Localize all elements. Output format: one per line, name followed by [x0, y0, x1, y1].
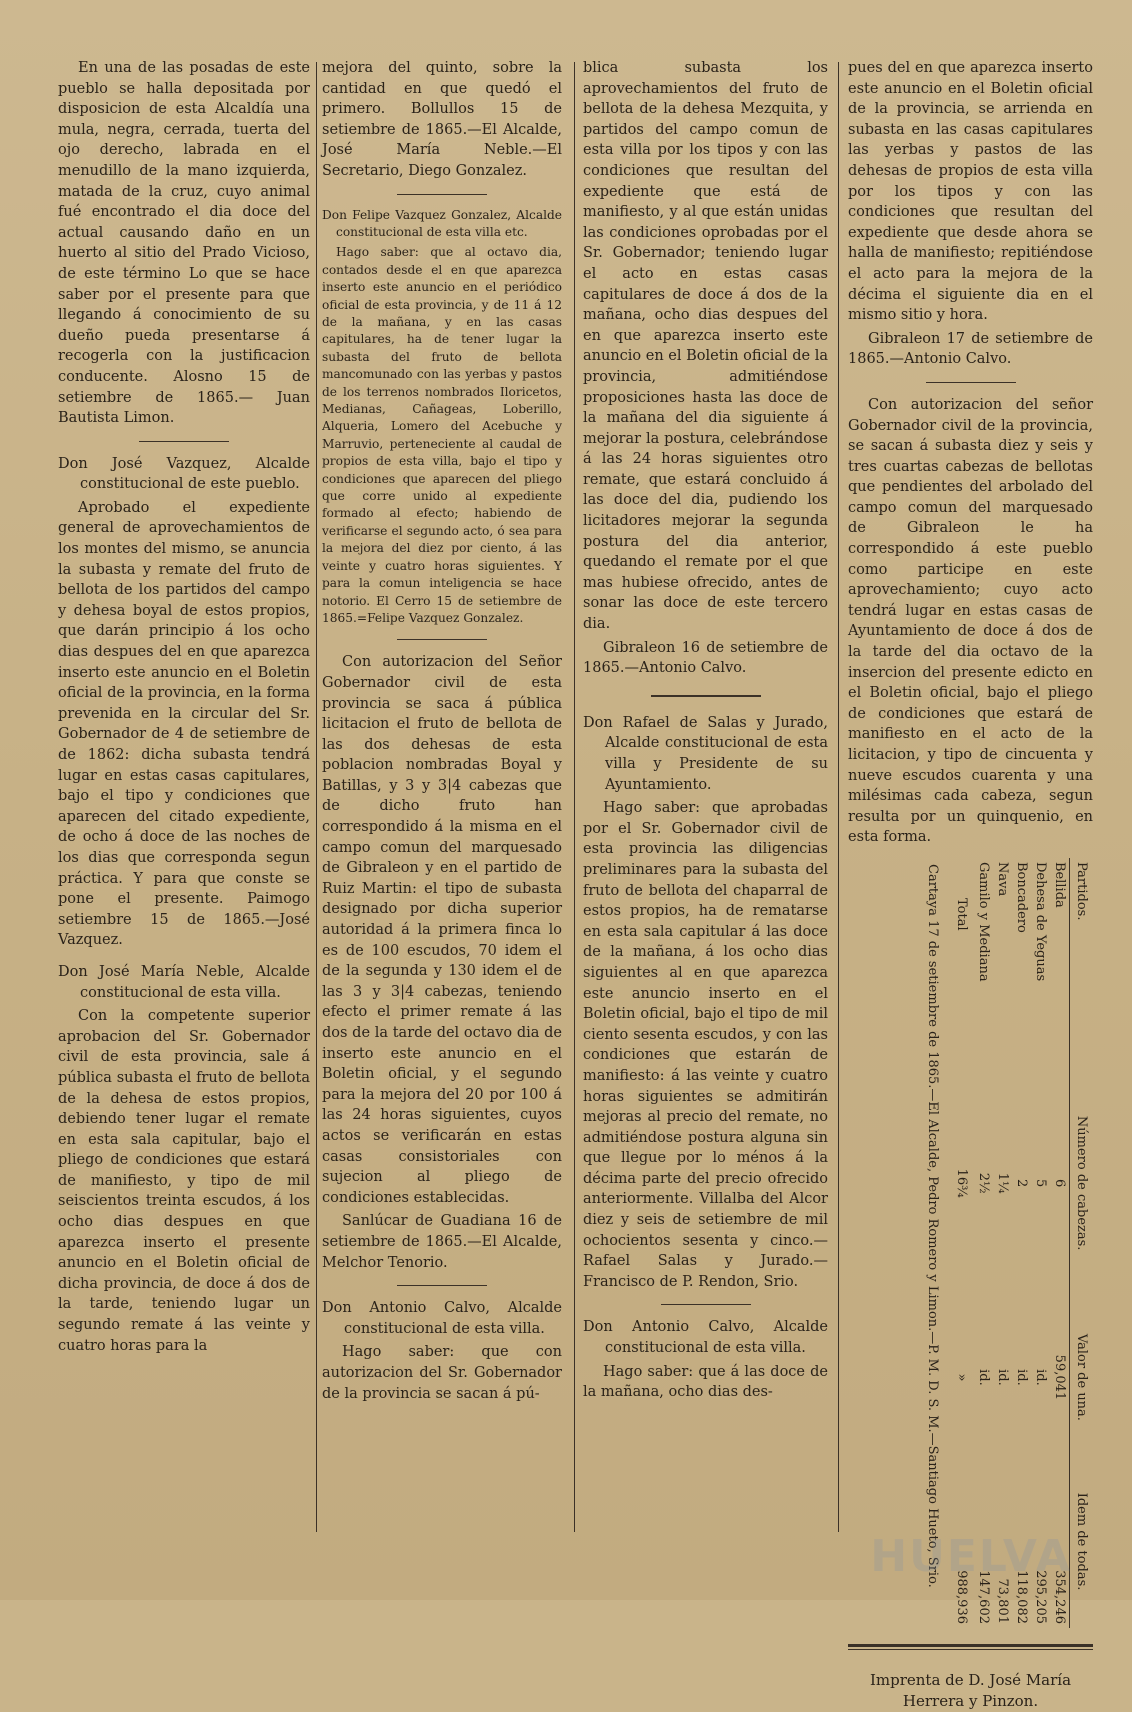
notice-continuation: blica subasta los aprovechamientos del fruto de bellota de la dehesa Mezquita, y partidos del campo comun de esta villa por los tipos y con las condiciones que resultan del expediente que está de manifiesto, y al que están unidas las condiciones oprobadas por el Sr. Gobernador; teniendo lugar el acto en estas casas capitulares de doce á dos de la mañana, ocho dias despues del en que aparezca inserto este anuncio en el Boletin oficial de la provincia, admitiéndose proposiciones hasta las doce de la mañana del dia siguiente á mejorar la postura, celebrándose á las 24 horas siguientes otro remate, que estará concluido á las doce del dia, pudiendo los licitadores mejorar la segunda postura del dia anterior, quedando el remate por el que mas hubiese ofrecido, antes de sonar las doce de este tercero dia.: [583, 60, 828, 633]
rotated-table-wrapper: [848, 858, 1093, 1628]
notice-heading: Don Felipe Vazquez Gonzalez, Alcalde constitucional de esta villa etc.: [322, 207, 562, 239]
separator: [139, 441, 229, 442]
column-rule: [838, 62, 839, 1532]
total-cabezas: 16¾: [954, 1168, 969, 1198]
separator: [651, 695, 761, 697]
notice-heading: Don Rafael de Salas y Jurado, Alcalde constitucional de esta villa y Presidente de su Ayuntamiento.: [583, 714, 828, 793]
cell-todas: 118,082: [1014, 1570, 1029, 1624]
notice-body: Hago saber: que al octavo dia, contados desde el en que aparezca inserto este anuncio en el periódico oficial de esta provincia, y de 11 á 12 de la mañana, y en las casas capitulares, ha de tener lugar la subasta del fruto de bellota mancomunado con las yerbas y pastos de los terrenos nombrados Iloricetos, Medianas, Cañageas, Loberillo, Alqueria, Lomero del Acebuche y Marruvio, perteneciente al caudal de propios de esta villa, bajo el tipo y condiciones que aparecen del pliego que corre unido al expediente formado al efecto; habiendo de verificarse el segundo acto, ó sea para la mejora del diez por ciento, á las veinte y cuatro horas siguientes. Y para la comun inteligencia se hace notorio. El Cerro 15 de setiembre de 1865.=Felipe Vazquez Gonzalez.: [322, 245, 562, 625]
cell-cabezas: 6: [1052, 1178, 1067, 1188]
notice-continuation: mejora del quinto, sobre la cantidad en que quedó el primero. Bollullos 15 de setiembre de 1865.—El Alcalde, José María Neble.—El Secretario, Diego Gonzalez.: [322, 60, 562, 179]
table-total-row: [952, 858, 974, 1628]
table-row: [1012, 858, 1031, 1628]
notice-mula: En una de las posadas de este pueblo se halla depositada por disposicion de esta Alcaldía una mula, negra, cerrada, tuerta del ojo derecho, labrada en el menudillo de la mano izquierda, matada de la cruz, cuyo animal fué encontrado el dia doce del actual causando daño en un huerto al sitio del Prado Vicioso, de este término Lo que se hace saber por el presente para que llegando á conocimiento de su dueño pueda presentarse á recogerla con la justificacion conducente. Alosno 15 de setiembre de 1865.— Juan Bautista Limon.: [58, 60, 310, 427]
table-row: [993, 858, 1012, 1628]
table-row: [974, 858, 993, 1628]
notice-body: Aprobado el expediente general de aprovechamientos de los montes del mismo, se anuncia la subasta y remate del fruto de bellota de los partidos del campo y dehesa boyal de estos propios, que darán principio á los ocho dias despues del en que aparezca inserto este anuncio en el Boletin oficial de la provincia, en la forma prevenida en la circular del Sr. Gobernador de 4 de setiembre de de 1862: dicha subasta tendrá lugar en estas casas capitulares, bajo el tipo y condiciones que aparecen del citado expediente, de ocho á doce de las noches de los dias que corresponda segun práctica. Y para que conste se pone el presente. Paimogo setiembre 15 de 1865.—José Vazquez.: [58, 499, 310, 949]
column-3: [583, 58, 828, 1598]
cell-valor: id.: [1033, 1369, 1048, 1386]
notice-signature: Gibraleon 16 de setiembre de 1865.—Antonio Calvo.: [583, 639, 828, 677]
table-header-row: [1070, 858, 1094, 1628]
notice-heading: Don José María Neble, Alcalde constitucional de esta villa.: [58, 963, 310, 1001]
double-rule: [848, 1644, 1093, 1650]
notice-heading: Don Antonio Calvo, Alcalde constitucional de esta villa.: [322, 1300, 562, 1337]
cell-partido: Gamilo y Mediana: [976, 861, 991, 982]
cell-cabezas: 2½: [976, 1172, 991, 1194]
header-partidos: Partidos.: [1070, 858, 1094, 1067]
bellota-table: [952, 858, 1093, 1628]
cell-todas: 147,602: [976, 1570, 991, 1624]
total-todas: 988,936: [954, 1570, 969, 1624]
notice-signature: Sanlúcar de Guadiana 16 de setiembre de 1865.—El Alcalde, Melchor Tenorio.: [322, 1213, 562, 1271]
notice-continuation: pues del en que aparezca inserto este anuncio en el Boletin oficial de la provincia, se arrienda en subasta en las casas capitulares las yerbas y pastos de las dehesas de propios de esta villa por los tipos y con las condiciones que resultan del expediente que desde ahora se halla de manifiesto; repitiéndose el acto para la mejora de la décima el siguiente dia en el mismo sitio y hora.: [848, 60, 1093, 324]
notice-body: Hago saber: que con autorizacion del Sr. Gobernador de la provincia se sacan á pú-: [322, 1344, 562, 1402]
cell-partido: Boncadero: [1014, 861, 1029, 933]
separator: [661, 1304, 751, 1305]
cell-todas: 295,205: [1033, 1570, 1048, 1624]
cell-cabezas: 1¼: [995, 1172, 1010, 1194]
header-todas: Idem de todas.: [1070, 1455, 1094, 1628]
cell-valor: id.: [995, 1369, 1010, 1386]
notice-heading: Don Antonio Calvo, Alcalde constitucional de esta villa.: [583, 1319, 828, 1357]
notice-body: Con autorizacion del Señor Gobernador civil de esta provincia se saca á pública licitacion el fruto de bellota de las dos dehesas de esta poblacion nombradas Boyal y Batillas, y 3 y 3|4 cabezas que de dicho fruto han correspondido á la misma en el campo comun del marquesado de Gibraleon y en el partido de Ruiz Martin: el tipo de subasta designado por dicha superior autoridad á la primera finca lo es de 100 escudos, 70 idem el de la segunda y 130 idem el de las 3 y 3|4 cabezas, teniendo efecto el primer remate á las dos de la tarde del octavo dia de inserto este anuncio en el Boletin oficial, y el segundo para la mejora del 20 por 100 á las 24 horas siguientes, cuyos actos se verificarán en estas casas consistoriales con sujecion al pliego de condiciones establecidas.: [322, 654, 562, 1206]
small-notice: [322, 207, 562, 628]
column-1: [58, 58, 310, 1598]
notice-body: Hago saber: que aprobadas por el Sr. Gobernador civil de esta provincia las diligencias preliminares para la subasta del fruto de bellota del chaparral de estos propios, ha de rematarse en esta sala capitular á las doce de la mañana, á los ocho dias siguientes al en que aparezca este anuncio inserto en el Boletin oficial, bajo el tipo de mil ciento sesenta escudos, y con las condiciones que estarán de manifiesto: á las veinte y cuatro horas siguientes se admitirán mejoras al precio del remate, no admitiéndose postura alguna sin que llegue por lo ménos á la décima parte del precio ofrecido anteriormente. Villalba del Alcor diez y seis de setiembre de mil ochocientos sesenta y cinco.—Rafael Salas y Jurado.—Francisco de P. Rendon, Srio.: [583, 800, 828, 1290]
cell-todas: 73,801: [995, 1578, 1010, 1624]
separator: [397, 1285, 487, 1286]
cell-partido: Bellida: [1052, 861, 1067, 908]
cell-todas: 354,246: [1052, 1570, 1067, 1624]
cell-valor: 59,041: [1052, 1354, 1067, 1401]
cell-cabezas: 2: [1014, 1178, 1029, 1188]
notice-body: Hago saber: que á las doce de la mañana, ocho dias des-: [583, 1363, 828, 1401]
cell-valor: id.: [976, 1369, 991, 1386]
watermark-logo: HUELVA: [870, 1531, 1072, 1582]
table-row: [1050, 858, 1070, 1628]
cell-partido: Nava: [995, 861, 1010, 897]
column-2: [322, 58, 562, 1598]
column-rule: [574, 62, 575, 1532]
cell-valor: id.: [1014, 1369, 1029, 1386]
header-cabezas: Número de cabezas.: [1070, 1067, 1094, 1300]
column-4: [848, 58, 1093, 1710]
total-valor: »: [954, 1373, 969, 1382]
notice-body: Con autorizacion del señor Gobernador civil de la provincia, se sacan á subasta diez y seis y tres cuartas cabezas de bellotas que pendientes del arbolado del campo comun del marquesado de Gibraleon le ha correspondido á este pueblo como participe en este aprovechamiento; cuyo acto tendrá lugar en estas casas de Ayuntamiento de doce á dos de la tarde del dia octavo de la insercion del presente edicto en el Boletin oficial, bajo el pliego de condiciones que estará de manifiesto en el acto de la licitacion, y tipo de cincuenta y nueve escudos cuarenta y una milésimas cada cabeza, segun resulta por un quinquenio, en esta forma.: [848, 396, 1093, 846]
cell-partido: Dehesa de Yeguas: [1033, 861, 1048, 982]
rotated-table: [848, 858, 1093, 1628]
header-valor: Valor de una.: [1070, 1300, 1094, 1455]
separator: [926, 382, 1016, 383]
column-rule: [316, 62, 317, 1532]
table-row: [1031, 858, 1050, 1628]
total-label: Total: [954, 897, 969, 931]
imprenta-line: Imprenta de D. José María Herrera y Pinzon.: [869, 1670, 1072, 1710]
separator: [397, 194, 487, 195]
notice-heading: Don José Vazquez, Alcalde constitucional de este pueblo.: [58, 455, 310, 493]
notice-body: Con la competente superior aprobacion del Sr. Gobernador civil de esta provincia, sale á pública subasta el fruto de bellota de la dehesa de estos propios, debiendo tener lugar el remate en esta sala capitular, bajo el pliego de condiciones que estará de manifiesto, y tipo de mil seiscientos treinta escudos, á los ocho dias despues en que aparezca inserto el presente anuncio en el Boletin oficial de dicha provincia, de doce á dos de la tarde, teniendo lugar un segundo remate á las veinte y cuatro horas para la: [58, 1008, 310, 1354]
table-signature: Cartaya 17 de setiembre de 1865.—El Alcalde, Pedro Romero y Limon.—P. M. D. S. M.—Santiago Hueto, Srio.: [925, 863, 940, 1588]
notice-signature: Gibraleon 17 de setiembre de 1865.—Antonio Calvo.: [848, 330, 1093, 368]
separator: [397, 639, 487, 640]
cell-cabezas: 5: [1033, 1178, 1048, 1188]
